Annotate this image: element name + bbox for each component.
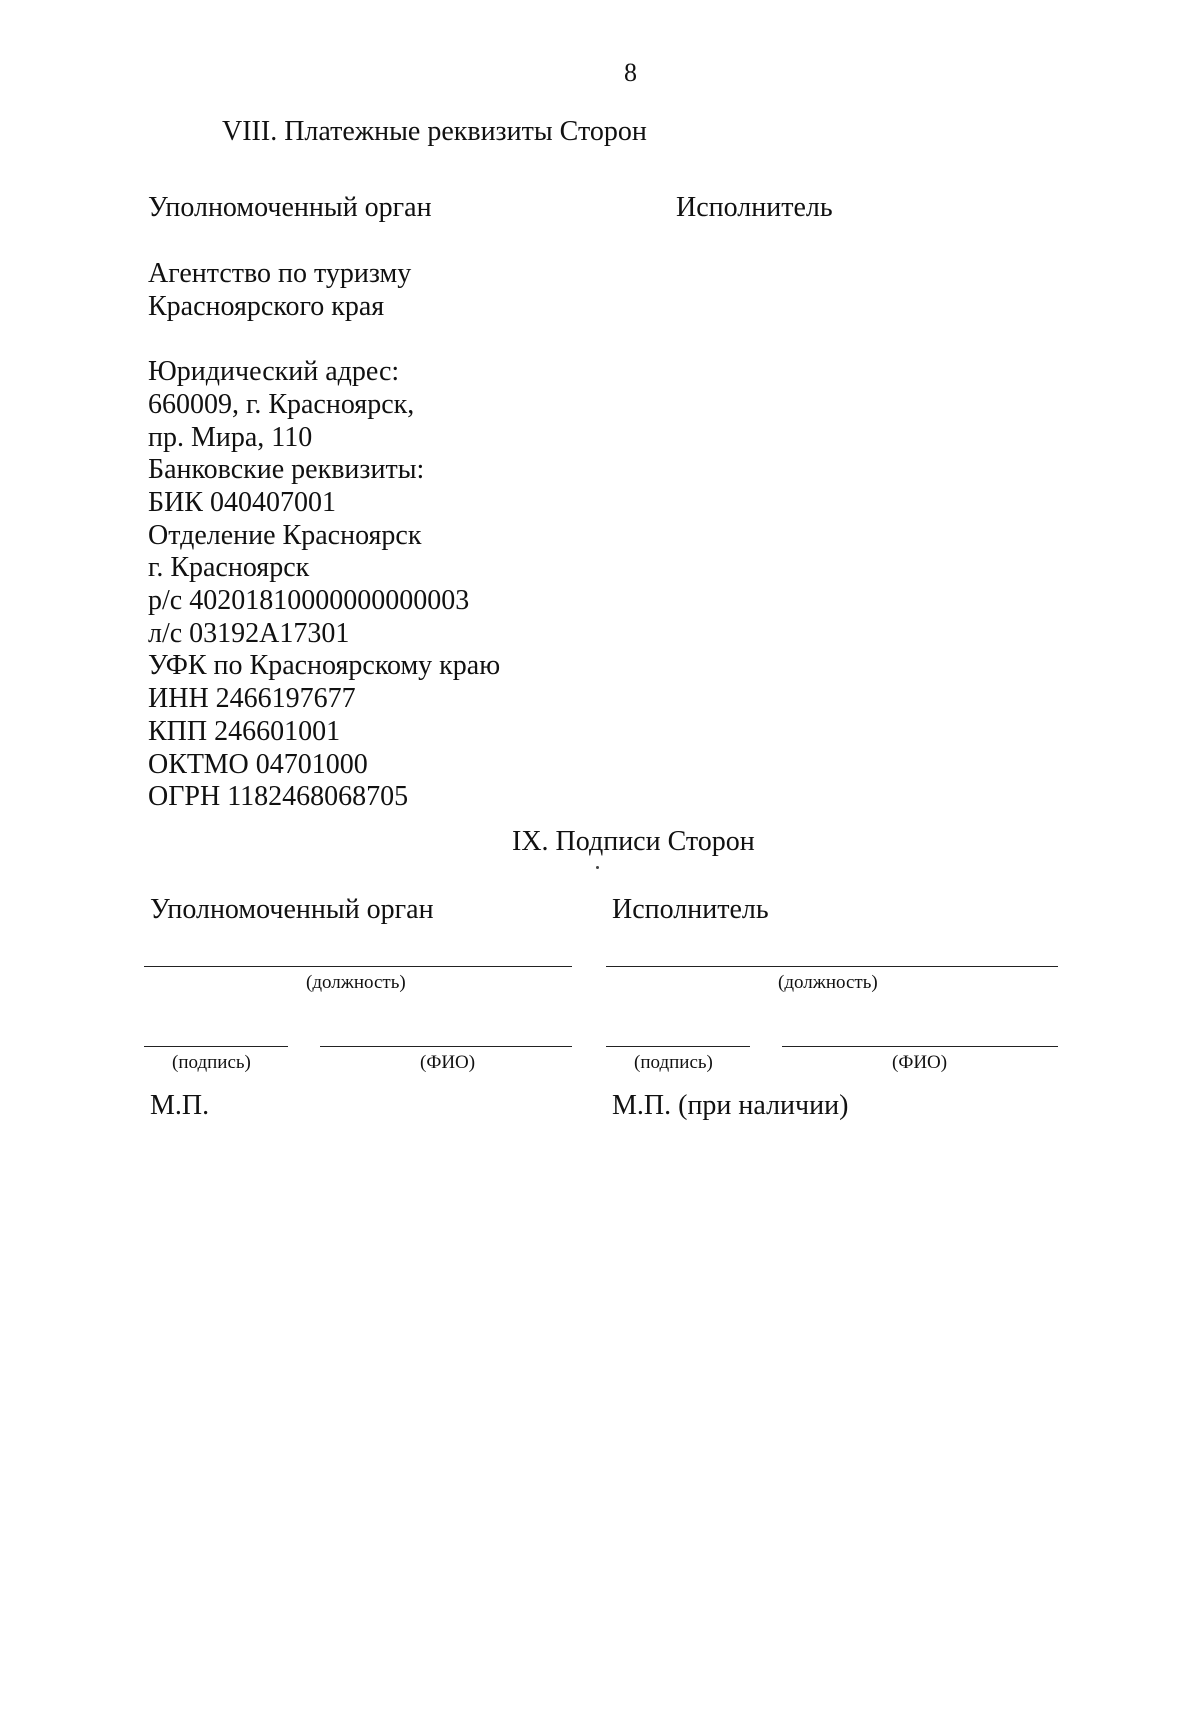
section-8-heading: VIII. Платежные реквизиты Сторон: [222, 116, 647, 147]
right-position-caption: (должность): [778, 972, 878, 993]
left-name-caption: (ФИО): [420, 1052, 476, 1073]
detail-line: пр. Мира, 110: [148, 421, 313, 453]
detail-line: УФК по Красноярскому краю: [148, 650, 501, 682]
right-signature-line: [606, 1046, 750, 1047]
left-position-caption: (должность): [306, 972, 406, 993]
detail-line: БИК 040407001: [148, 486, 336, 518]
detail-line: р/с 40201810000000000003: [148, 585, 470, 617]
payment-details-block: [148, 258, 500, 814]
detail-line: ОГРН 1182468068705: [148, 781, 409, 813]
authorized-body-label: Уполномоченный орган: [148, 192, 432, 223]
left-stamp-place: М.П.: [150, 1090, 210, 1121]
right-position-line: [606, 966, 1058, 967]
detail-line: л/с 03192А17301: [148, 617, 350, 649]
contractor-label: Исполнитель: [676, 192, 833, 223]
org-name-line: Агентство по туризму: [148, 258, 412, 289]
right-signature-caption: (подпись): [634, 1052, 713, 1073]
page-number: 8: [624, 58, 637, 87]
detail-line: ОКТМО 04701000: [148, 748, 368, 780]
spacer: [148, 323, 500, 356]
detail-line: КПП 246601001: [148, 715, 341, 747]
detail-line: Юридический адрес:: [148, 356, 400, 388]
contractor-signature-label: Исполнитель: [612, 894, 769, 925]
detail-line: 660009, г. Красноярск,: [148, 388, 415, 420]
detail-line: г. Красноярск: [148, 552, 310, 584]
org-name-line: Красноярского края: [148, 290, 385, 322]
section-9-heading: IX. Подписи Сторон: [512, 826, 755, 857]
left-name-line: [320, 1046, 572, 1047]
left-signature-line: [144, 1046, 288, 1047]
detail-line: Отделение Красноярск: [148, 519, 422, 551]
right-name-caption: (ФИО): [892, 1052, 948, 1073]
left-position-line: [144, 966, 572, 967]
detail-line: ИНН 2466197677: [148, 683, 356, 715]
detail-line: Банковские реквизиты:: [148, 454, 425, 486]
left-signature-caption: (подпись): [172, 1052, 251, 1073]
authorized-body-signature-label: Уполномоченный орган: [150, 894, 434, 925]
right-stamp-place: М.П. (при наличии): [612, 1090, 849, 1121]
scan-speck: [596, 866, 599, 869]
right-name-line: [782, 1046, 1058, 1047]
